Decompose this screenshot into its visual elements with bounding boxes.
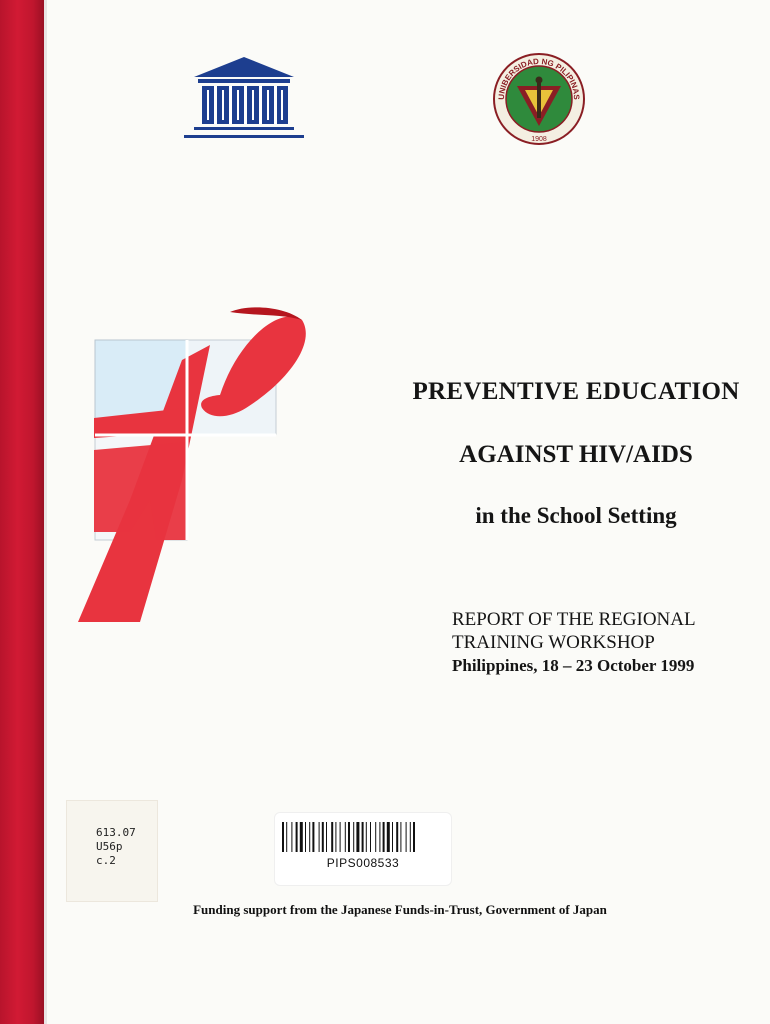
report-subtitle — [452, 608, 752, 678]
spine-edge — [44, 0, 47, 1024]
barcode-bar — [392, 822, 393, 852]
aids-ribbon-graphic — [70, 300, 320, 630]
funding-credit: Funding support from the Japanese Funds-in-Trust, Government of Japan — [193, 902, 607, 917]
unesco-pediment — [194, 57, 294, 77]
barcode-bar — [396, 822, 398, 852]
barcode-bar — [410, 822, 411, 852]
barcode-bar — [282, 822, 284, 852]
call-number-line: U56p — [96, 840, 123, 853]
barcode-bar — [400, 822, 401, 852]
call-number — [96, 826, 166, 868]
seal-arc-text: UNIBERSIDAD NG PILIPINAS — [496, 56, 582, 100]
barcode-bar — [335, 822, 336, 852]
barcode-bar — [379, 822, 380, 852]
barcode-bar — [309, 822, 310, 852]
red-spine-binding — [0, 0, 44, 1024]
barcode-bar — [366, 822, 367, 852]
barcode-bar — [353, 822, 354, 852]
call-number-line: 613.07 — [96, 826, 136, 839]
barcode-bar — [312, 822, 314, 852]
barcode-bar — [326, 822, 327, 852]
unesco-logo — [180, 55, 308, 147]
barcode-bar — [322, 822, 324, 852]
title-line-1: PREVENTIVE EDUCATION — [412, 378, 740, 405]
title-line-2: AGAINST HIV/AIDS — [459, 441, 693, 468]
call-number-line: c.2 — [96, 854, 116, 867]
barcode-bar — [356, 822, 359, 852]
barcode-bar — [345, 822, 346, 852]
barcode-bar — [375, 822, 376, 852]
barcode-bar — [296, 822, 298, 852]
seal-year: 1908 — [531, 136, 547, 143]
barcode-bar — [387, 822, 390, 852]
barcode-bar — [305, 822, 306, 852]
barcode-id: PIPS008533 — [326, 856, 400, 870]
barcode-bar — [286, 822, 287, 852]
report-dates: Philippines, 18 – 23 October 1999 — [452, 656, 695, 675]
title-line-3: in the School Setting — [475, 503, 677, 528]
report-line-1: REPORT OF THE REGIONAL — [452, 609, 696, 630]
barcode-bar — [383, 822, 385, 852]
barcode-bar — [362, 822, 364, 852]
barcode-bar — [331, 822, 333, 852]
report-line-2: TRAINING WORKSHOP — [452, 632, 655, 653]
barcode-bar — [348, 822, 350, 852]
barcode-bar — [300, 822, 303, 852]
barcode-bar — [291, 822, 292, 852]
barcode-bar — [406, 822, 407, 852]
barcode-bar — [319, 822, 320, 852]
barcode-bar — [413, 822, 415, 852]
university-seal-logo — [492, 52, 586, 146]
barcode-bar — [370, 822, 371, 852]
barcode-graphic — [282, 822, 444, 852]
barcode-bar — [340, 822, 341, 852]
